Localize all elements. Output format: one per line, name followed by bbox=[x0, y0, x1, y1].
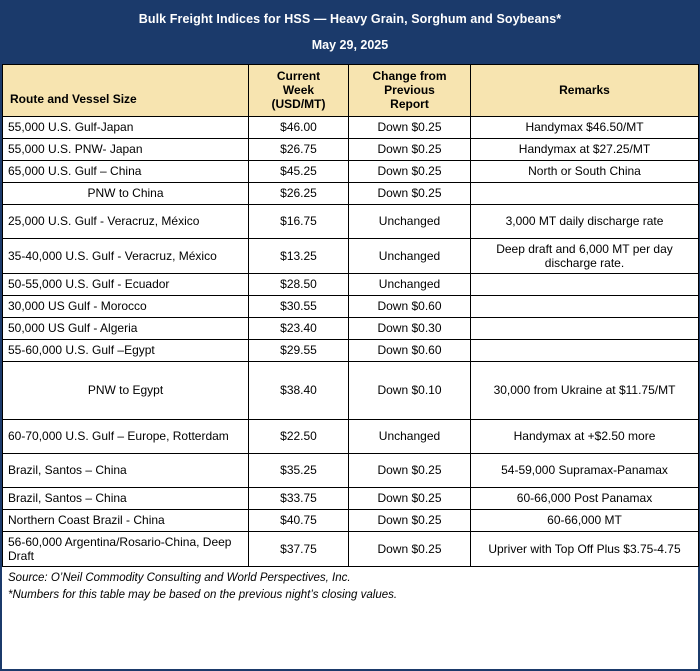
footer-source: Source: O’Neil Commodity Consulting and World Perspectives, Inc. bbox=[8, 571, 351, 584]
cell-change-from-previous: Down $0.25 bbox=[349, 531, 471, 566]
cell-current-week-price: $35.25 bbox=[249, 453, 349, 487]
cell-current-week-price: $33.75 bbox=[249, 487, 349, 509]
table-row bbox=[3, 453, 699, 487]
cell-change-from-previous: Down $0.25 bbox=[349, 509, 471, 531]
table-row bbox=[3, 531, 699, 566]
cell-change-from-previous: Down $0.25 bbox=[349, 160, 471, 182]
column-header-change-line1: Change from bbox=[372, 69, 447, 84]
cell-current-week-price: $23.40 bbox=[249, 317, 349, 339]
table-row bbox=[3, 361, 699, 419]
cell-current-week-price: $29.55 bbox=[249, 339, 349, 361]
cell-remarks: Upriver with Top Off Plus $3.75-4.75 bbox=[471, 531, 699, 566]
table-header bbox=[3, 64, 699, 116]
column-header-current-week-line2: Week bbox=[282, 83, 315, 98]
cell-current-week-price: $26.25 bbox=[249, 182, 349, 204]
column-header-current-week-line1: Current bbox=[276, 69, 321, 84]
cell-route: 65,000 U.S. Gulf – China bbox=[3, 160, 249, 182]
cell-change-from-previous: Down $0.25 bbox=[349, 116, 471, 138]
cell-current-week-price: $46.00 bbox=[249, 116, 349, 138]
cell-remarks: Handymax at +$2.50 more bbox=[471, 419, 699, 453]
footer bbox=[2, 567, 698, 605]
footer-note: *Numbers for this table may be based on the previous night’s closing values. bbox=[8, 589, 398, 601]
cell-change-from-previous: Unchanged bbox=[349, 204, 471, 238]
cell-remarks: 60-66,000 MT bbox=[471, 509, 699, 531]
cell-change-from-previous: Down $0.10 bbox=[349, 361, 471, 419]
cell-remarks: 60-66,000 Post Panamax bbox=[471, 487, 699, 509]
cell-route: 30,000 US Gulf - Morocco bbox=[3, 295, 249, 317]
cell-change-from-previous: Down $0.25 bbox=[349, 182, 471, 204]
column-header-current-week bbox=[249, 64, 349, 116]
cell-route: Northern Coast Brazil - China bbox=[3, 509, 249, 531]
table-row bbox=[3, 238, 699, 273]
cell-route: PNW to China bbox=[3, 182, 249, 204]
column-header-current-week-line3: (USD/MT) bbox=[271, 97, 326, 112]
table-row bbox=[3, 138, 699, 160]
cell-remarks bbox=[471, 182, 699, 204]
column-header-change-line2: Previous bbox=[384, 83, 435, 98]
table-row bbox=[3, 419, 699, 453]
header-row bbox=[3, 64, 699, 116]
cell-remarks: North or South China bbox=[471, 160, 699, 182]
cell-remarks bbox=[471, 295, 699, 317]
document-date: May 29, 2025 bbox=[311, 37, 389, 52]
table-row bbox=[3, 339, 699, 361]
cell-current-week-price: $40.75 bbox=[249, 509, 349, 531]
document-title: Bulk Freight Indices for HSS — Heavy Grain, Sorghum and Soybeans* bbox=[138, 12, 562, 26]
cell-change-from-previous: Down $0.60 bbox=[349, 295, 471, 317]
cell-current-week-price: $37.75 bbox=[249, 531, 349, 566]
cell-change-from-previous: Unchanged bbox=[349, 419, 471, 453]
cell-route: PNW to Egypt bbox=[3, 361, 249, 419]
cell-route: 56-60,000 Argentina/Rosario-China, Deep Draft bbox=[3, 531, 249, 566]
table-row bbox=[3, 182, 699, 204]
cell-remarks: 3,000 MT daily discharge rate bbox=[471, 204, 699, 238]
cell-remarks bbox=[471, 273, 699, 295]
cell-change-from-previous: Down $0.60 bbox=[349, 339, 471, 361]
table-row bbox=[3, 487, 699, 509]
cell-current-week-price: $38.40 bbox=[249, 361, 349, 419]
cell-route: 55,000 U.S. PNW- Japan bbox=[3, 138, 249, 160]
cell-remarks: 54-59,000 Supramax-Panamax bbox=[471, 453, 699, 487]
table-body bbox=[3, 116, 699, 566]
cell-route: 50,000 US Gulf - Algeria bbox=[3, 317, 249, 339]
column-header-route: Route and Vessel Size bbox=[3, 64, 249, 116]
table-row bbox=[3, 273, 699, 295]
table-row bbox=[3, 160, 699, 182]
cell-change-from-previous: Unchanged bbox=[349, 238, 471, 273]
table-row bbox=[3, 509, 699, 531]
cell-change-from-previous: Unchanged bbox=[349, 273, 471, 295]
column-header-change bbox=[349, 64, 471, 116]
cell-route: 35-40,000 U.S. Gulf - Veracruz, México bbox=[3, 238, 249, 273]
column-header-change-line3: Report bbox=[390, 97, 429, 112]
cell-current-week-price: $26.75 bbox=[249, 138, 349, 160]
cell-change-from-previous: Down $0.25 bbox=[349, 487, 471, 509]
freight-table bbox=[2, 64, 699, 567]
title-band bbox=[2, 2, 698, 64]
cell-remarks bbox=[471, 317, 699, 339]
cell-current-week-price: $22.50 bbox=[249, 419, 349, 453]
cell-current-week-price: $28.50 bbox=[249, 273, 349, 295]
cell-remarks: 30,000 from Ukraine at $11.75/MT bbox=[471, 361, 699, 419]
table-row bbox=[3, 317, 699, 339]
table-row bbox=[3, 116, 699, 138]
cell-route: 50-55,000 U.S. Gulf - Ecuador bbox=[3, 273, 249, 295]
cell-route: 55,000 U.S. Gulf-Japan bbox=[3, 116, 249, 138]
cell-remarks: Handymax at $27.25/MT bbox=[471, 138, 699, 160]
cell-remarks bbox=[471, 339, 699, 361]
cell-remarks: Deep draft and 6,000 MT per day discharge rate. bbox=[471, 238, 699, 273]
cell-current-week-price: $16.75 bbox=[249, 204, 349, 238]
cell-route: 60-70,000 U.S. Gulf – Europe, Rotterdam bbox=[3, 419, 249, 453]
cell-change-from-previous: Down $0.25 bbox=[349, 138, 471, 160]
table-row bbox=[3, 295, 699, 317]
cell-route: 25,000 U.S. Gulf - Veracruz, México bbox=[3, 204, 249, 238]
column-header-remarks: Remarks bbox=[471, 64, 699, 116]
cell-change-from-previous: Down $0.25 bbox=[349, 453, 471, 487]
cell-current-week-price: $13.25 bbox=[249, 238, 349, 273]
cell-current-week-price: $45.25 bbox=[249, 160, 349, 182]
cell-remarks: Handymax $46.50/MT bbox=[471, 116, 699, 138]
cell-route: Brazil, Santos – China bbox=[3, 487, 249, 509]
cell-route: 55-60,000 U.S. Gulf –Egypt bbox=[3, 339, 249, 361]
cell-current-week-price: $30.55 bbox=[249, 295, 349, 317]
cell-change-from-previous: Down $0.30 bbox=[349, 317, 471, 339]
cell-route: Brazil, Santos – China bbox=[3, 453, 249, 487]
table-row bbox=[3, 204, 699, 238]
